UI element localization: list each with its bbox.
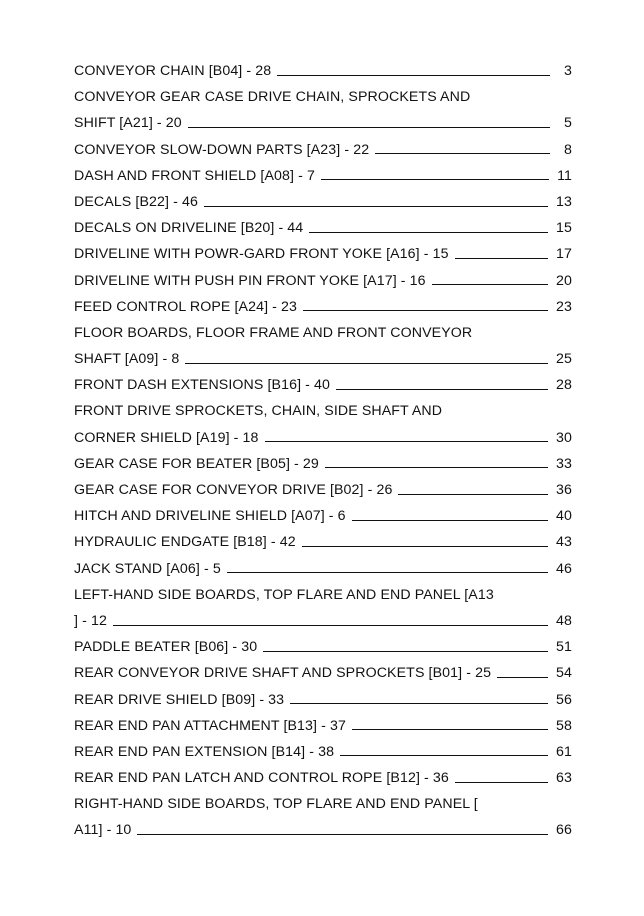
toc-entry-title: SHIFT [A21] - 20 (74, 115, 182, 132)
toc-page-number: 33 (556, 455, 572, 472)
toc-entry-line (74, 425, 572, 451)
toc-entry[interactable] (74, 477, 572, 503)
toc-entry[interactable] (74, 320, 572, 372)
toc-leader-line (398, 494, 548, 495)
toc-entry-line (74, 660, 572, 686)
toc-entry-line (74, 58, 572, 84)
toc-entry[interactable] (74, 163, 572, 189)
toc-leader-line (497, 677, 548, 678)
toc-entry[interactable] (74, 503, 572, 529)
toc-entry-title: FLOOR BOARDS, FLOOR FRAME AND FRONT CONVEYOR (74, 324, 473, 341)
toc-entry-line (74, 163, 572, 189)
toc-page-number: 66 (556, 822, 572, 839)
toc-entry-line (74, 739, 572, 765)
toc-entry-title: GEAR CASE FOR CONVEYOR DRIVE [B02] - 26 (74, 482, 393, 498)
toc-leader-line (352, 520, 548, 521)
toc-entry-line (74, 346, 572, 372)
toc-leader-line (137, 834, 548, 835)
toc-entry[interactable] (74, 739, 572, 765)
toc-page-number: 63 (556, 770, 572, 787)
toc-entry-title: REAR DRIVE SHIELD [B09] - 33 (74, 691, 285, 708)
toc-entry[interactable] (74, 713, 572, 739)
toc-entry-line (74, 713, 572, 739)
toc-page-number: 30 (556, 429, 572, 446)
toc-entry-title: REAR END PAN ATTACHMENT [B13] - 37 (74, 717, 346, 734)
toc-entry-title: HITCH AND DRIVELINE SHIELD [A07] - 6 (74, 508, 346, 525)
toc-entry[interactable] (74, 58, 572, 84)
toc-entry-title: FRONT DRIVE SPROCKETS, CHAIN, SIDE SHAFT AND (74, 403, 443, 420)
toc-entry-line (74, 268, 572, 294)
toc-entry-title: CORNER SHIELD [A19] - 18 (74, 429, 259, 446)
toc-entry-title: HYDRAULIC ENDGATE [B18] - 42 (74, 534, 296, 551)
toc-entry-line (74, 189, 572, 215)
toc-entry[interactable] (74, 765, 572, 791)
toc-entry-line (74, 477, 572, 503)
toc-page-number: 48 (556, 612, 572, 629)
toc-page-number: 51 (556, 639, 572, 656)
toc-leader-line (227, 572, 548, 573)
toc-leader-line (265, 441, 548, 442)
toc-leader-line (455, 258, 548, 259)
toc-entry-title: REAR END PAN EXTENSION [B14] - 38 (74, 743, 335, 760)
toc-entry-line (74, 791, 572, 817)
toc-entry-line (74, 110, 572, 136)
toc-entry[interactable] (74, 791, 572, 843)
toc-page-number: 11 (557, 167, 572, 184)
toc-entry-line (74, 687, 572, 713)
toc-entry[interactable] (74, 582, 572, 634)
toc-leader-line (325, 467, 548, 468)
toc-page-number: 56 (556, 691, 572, 708)
toc-entry-title: CONVEYOR GEAR CASE DRIVE CHAIN, SPROCKETS AND (74, 89, 471, 106)
toc-entry[interactable] (74, 372, 572, 398)
toc-leader-line (204, 206, 548, 207)
toc-entry-line (74, 320, 572, 346)
toc-page-number: 8 (564, 141, 572, 158)
toc-entry[interactable] (74, 660, 572, 686)
toc-leader-line (263, 651, 548, 652)
toc-entry-title: DECALS ON DRIVELINE [B20] - 44 (74, 220, 304, 237)
toc-entry[interactable] (74, 189, 572, 215)
toc-entry-line (74, 215, 572, 241)
toc-entry-title: FEED CONTROL ROPE [A24] - 23 (74, 298, 298, 315)
toc-entry[interactable] (74, 294, 572, 320)
toc-entry-title: DECALS [B22] - 46 (74, 193, 198, 210)
toc-page-number: 54 (556, 665, 572, 682)
toc-entry-title: LEFT-HAND SIDE BOARDS, TOP FLARE AND END PANEL [A13 (74, 586, 494, 603)
toc-entry[interactable] (74, 451, 572, 477)
toc-page-number: 28 (556, 377, 572, 394)
toc-entry[interactable] (74, 529, 572, 555)
toc-entry-line (74, 372, 572, 398)
toc-entry-line (74, 398, 572, 424)
toc-entry-line (74, 503, 572, 529)
toc-entry-title: REAR CONVEYOR DRIVE SHAFT AND SPROCKETS [B01] - 25 (74, 665, 492, 682)
toc-entry-title: SHAFT [A09] - 8 (74, 351, 180, 368)
toc-page-number: 17 (556, 246, 572, 263)
toc-leader-line (113, 625, 548, 626)
toc-entry-title: CONVEYOR CHAIN [B04] - 28 (74, 63, 272, 79)
toc-leader-line (352, 729, 548, 730)
toc-leader-line (375, 153, 550, 154)
toc-leader-line (432, 284, 548, 285)
toc-leader-line (340, 755, 548, 756)
toc-entry-title: REAR END PAN LATCH AND CONTROL ROPE [B12] - 36 (74, 770, 449, 787)
toc-entry[interactable] (74, 268, 572, 294)
toc-page-number: 23 (556, 298, 572, 315)
toc-leader-line (309, 232, 548, 233)
toc-entry[interactable] (74, 215, 572, 241)
toc-entry-line (74, 241, 572, 267)
toc-entry-title: RIGHT-HAND SIDE BOARDS, TOP FLARE AND END PANEL [ (74, 796, 478, 813)
toc-page-number: 46 (556, 560, 572, 577)
toc-entry[interactable] (74, 687, 572, 713)
toc-entry-title: DASH AND FRONT SHIELD [A08] - 7 (74, 167, 315, 184)
toc-entry-title: FRONT DASH EXTENSIONS [B16] - 40 (74, 377, 331, 394)
toc-page-number: 20 (556, 272, 572, 289)
toc-entry-line (74, 84, 572, 110)
toc-page-number: 58 (556, 717, 572, 734)
toc-entry-title: PADDLE BEATER [B06] - 30 (74, 639, 258, 656)
toc-page-number: 13 (556, 193, 572, 210)
toc-page-number: 5 (564, 115, 572, 132)
toc-entry-line (74, 582, 572, 608)
toc-page-number: 61 (556, 743, 572, 760)
toc-leader-line (336, 389, 548, 390)
toc-entry[interactable] (74, 634, 572, 660)
toc-leader-line (188, 127, 550, 128)
toc-entry[interactable] (74, 556, 572, 582)
toc-entry-line (74, 137, 572, 163)
toc-entry-line (74, 451, 572, 477)
toc-entry-line (74, 608, 572, 634)
toc-entry-title: DRIVELINE WITH POWR-GARD FRONT YOKE [A16] - 15 (74, 246, 449, 263)
toc-entry-line (74, 294, 572, 320)
toc-entry-line (74, 556, 572, 582)
toc-page-number: 25 (556, 351, 572, 368)
toc-page-number: 40 (556, 508, 572, 525)
toc-entry[interactable] (74, 137, 572, 163)
toc-leader-line (455, 782, 548, 783)
toc-leader-line (303, 310, 548, 311)
toc-entry-line (74, 765, 572, 791)
toc-entry-line (74, 634, 572, 660)
toc-entry-line (74, 529, 572, 555)
toc-leader-line (321, 179, 549, 180)
toc-entry-title: ] - 12 (74, 612, 107, 629)
toc-leader-line (185, 363, 548, 364)
toc-entry-title: JACK STAND [A06] - 5 (74, 560, 221, 577)
toc-page-number: 3 (564, 63, 572, 79)
toc-entry-title: DRIVELINE WITH PUSH PIN FRONT YOKE [A17] - 16 (74, 272, 426, 289)
toc-entry-title: A11] - 10 (74, 822, 132, 839)
toc-entry-line (74, 817, 572, 843)
toc-leader-line (277, 75, 550, 76)
toc-entry-title: CONVEYOR SLOW-DOWN PARTS [A23] - 22 (74, 141, 370, 158)
toc-leader-line (290, 703, 548, 704)
toc-entry[interactable] (74, 398, 572, 450)
toc-page-number: 15 (556, 220, 572, 237)
toc-entry[interactable] (74, 241, 572, 267)
toc-page-number: 43 (556, 534, 572, 551)
table-of-contents (74, 58, 572, 844)
toc-leader-line (302, 546, 548, 547)
toc-page-number: 36 (556, 482, 572, 498)
toc-entry-title: GEAR CASE FOR BEATER [B05] - 29 (74, 455, 319, 472)
toc-entry[interactable] (74, 84, 572, 136)
